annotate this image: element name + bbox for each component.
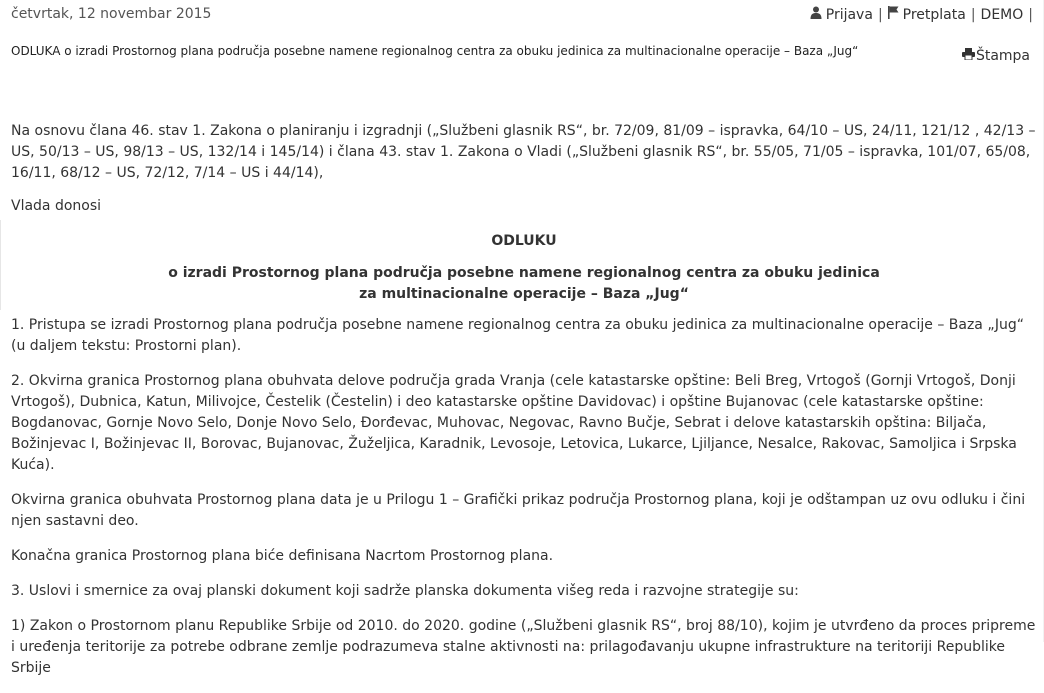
current-date: četvrtak, 12 novembar 2015 xyxy=(11,6,212,22)
subheading-line-2: za multinacionalne operacije – Baza „Jug“ xyxy=(359,286,689,302)
demo-link[interactable]: DEMO xyxy=(980,6,1024,23)
document-body xyxy=(11,121,1037,693)
decision-subheading xyxy=(11,263,1037,305)
paragraph: 3. Uslovi i smernice za ovaj planski dokument koji sadrže planska dokumenta višeg reda i razvojne strategije su: xyxy=(11,583,799,599)
subheading-line-1: o izradi Prostornog plana područja posebne namene regionalnog centra za obuku jedinica xyxy=(168,265,880,281)
top-nav xyxy=(810,6,1033,23)
nav-separator: | xyxy=(877,6,883,23)
print-label: Štampa xyxy=(975,48,1030,64)
issuer: Vlada donosi xyxy=(11,198,102,214)
subscription-label: Pretplata xyxy=(902,6,966,23)
nav-separator: | xyxy=(1028,6,1033,23)
document-title: ODLUKA o izradi Prostornog plana područja posebne namene regionalnog centra za obuku jedinica za multinacionalne operacije – Baza „Jug“ xyxy=(11,44,859,58)
paragraph: Okvirna granica obuhvata Prostornog plana data je u Prilogu 1 – Grafički prikaz područja Prostornog plana, koji je odštampan uz ovu odluku i čini njen sastavni deo. xyxy=(11,492,1026,529)
decision-heading: ODLUKU xyxy=(491,233,557,249)
login-label: Prijava xyxy=(825,6,873,23)
paragraph: Konačna granica Prostornog plana biće definisana Nacrtom Prostornog plana. xyxy=(11,548,554,564)
paragraph: 2. Okvirna granica Prostornog plana obuhvata delove područja grada Vranja (cele katastarske opštine: Beli Breg, Vrtogoš (Gornji Vrtogoš, Donji Vrtogoš), Dubnica, Katun, Milivojce, Čestelik (Čestelin) i deo katastarske opštine Davidovac) i opštine Bujanovac (cele katastarske opštine: Bogdanovac, Gornje Novo Selo, Donje Novo Selo, Đorđevac, Muhovac, Negovac, Ravno Bučje, Sebrat i delove katastarskih opština: Biljača, Božinjevac I, Božinjevac II, Borovac, Bujanovac, Žuželjica, Karadnik, Levosoje, Letovica, Lukarce, Ljiljance, Nesalce, Rakovac, Samoljica i Srpska Kuća). xyxy=(11,373,1017,473)
user-icon xyxy=(810,6,822,23)
paragraph: 1. Pristupa se izradi Prostornog plana područja posebne namene regionalnog centra za obuku jedinica za multinacionalne operacije – Baza „Jug“ (u daljem tekstu: Prostorni plan). xyxy=(11,317,1025,354)
preamble: Na osnovu člana 46. stav 1. Zakona o planiranju i izgradnji („Službeni glasnik RS“, br. 72/09, 81/09 – ispravka, 64/10 – US, 24/11, 121/12 , 42/13 – US, 50/13 – US, 98/13 – US, 132/14 i 145/14) i člana 43. stav 1. Zakona o Vladi („Službeni glasnik RS“, br. 55/05, 71/05 – ispravka, 101/07, 65/08, 16/11, 68/12 – US, 72/12, 7/14 – US i 44/14), xyxy=(11,123,1036,181)
print-button[interactable] xyxy=(962,48,1030,64)
subscription-link[interactable] xyxy=(888,6,966,23)
top-bar xyxy=(0,0,1044,30)
printer-icon xyxy=(962,48,975,64)
nav-separator: | xyxy=(970,6,976,23)
login-link[interactable] xyxy=(810,6,873,23)
left-border-line xyxy=(0,220,1,310)
flag-icon xyxy=(888,6,899,23)
paragraph: 1) Zakon o Prostornom planu Republike Srbije od 2010. do 2020. godine („Službeni glasnik RS“, broj 88/10), kojim je utvrđeno da proces pripreme i uređenja teritorije za potrebe odbrane zemlje podrazumeva stalne aktivnosti na: prilagođavanju ukupne infrastrukture na teritoriji Republike Srbije xyxy=(11,618,1036,676)
